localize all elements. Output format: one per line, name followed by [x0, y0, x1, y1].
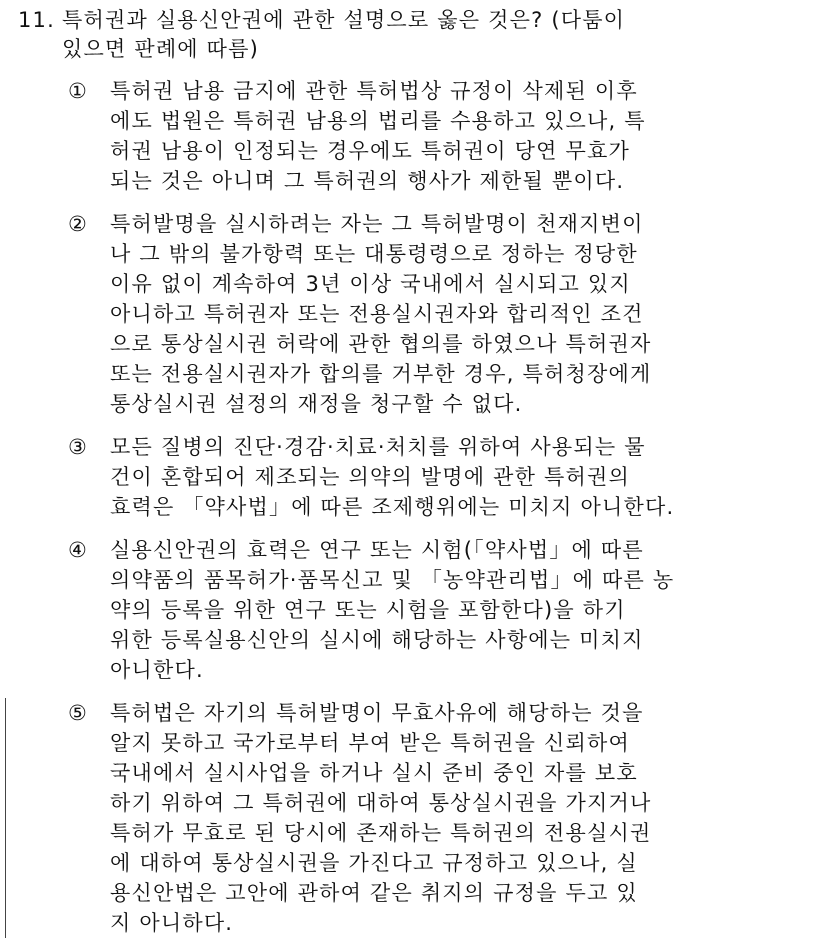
option-line: 위한 등록실용신안의 실시에 해당하는 사항에는 미치지 — [110, 628, 644, 652]
answer-option-1[interactable] — [68, 76, 818, 196]
option-line: 특허가 무효로 된 당시에 존재하는 특허권의 전용실시권 — [110, 821, 652, 845]
option-text — [110, 535, 750, 685]
answer-option-5[interactable] — [68, 698, 818, 938]
option-line: 하기 위하여 그 특허권에 대하여 통상실시권을 가지거나 — [110, 791, 652, 815]
option-line: 실용신안권의 효력은 연구 또는 시험(「약사법」에 따른 — [110, 538, 644, 562]
question-number: 11. — [18, 8, 55, 32]
option-text — [110, 698, 750, 938]
option-line: 효력은 「약사법」에 따른 조제행위에는 미치지 아니한다. — [110, 495, 675, 519]
option-line: 이유 없이 계속하여 3년 이상 국내에서 실시되고 있지 — [110, 272, 631, 296]
option-line: 약의 등록을 위한 연구 또는 시험을 포함한다)을 하기 — [110, 598, 626, 622]
option-line: 통상실시권 설정의 재정을 청구할 수 없다. — [110, 392, 523, 416]
question-stem — [18, 6, 818, 64]
option-line: 국내에서 실시사업을 하거나 실시 준비 중인 자를 보호 — [110, 761, 638, 785]
question-line: 특허권과 실용신안권에 관한 설명으로 옳은 것은? (다툼이 — [62, 8, 626, 32]
option-line: 특허법은 자기의 특허발명이 무효사유에 해당하는 것을 — [110, 701, 644, 725]
option-line: 에도 법원은 특허권 남용의 법리를 수용하고 있으나, 특 — [110, 109, 646, 133]
answer-option-2[interactable] — [68, 209, 818, 419]
option-line: 으로 통상실시권 허락에 관한 협의를 하였으나 특허권자 — [110, 332, 652, 356]
exam-question — [18, 6, 818, 938]
option-line: 특허발명을 실시하려는 자는 그 특허발명이 천재지변이 — [110, 212, 644, 236]
question-text — [62, 6, 818, 64]
option-line: 특허권 남용 금지에 관한 특허법상 규정이 삭제된 이후 — [110, 79, 638, 103]
option-line: 의약품의 품목허가·품목신고 및 「농약관리법」에 따른 농 — [110, 568, 675, 592]
option-line: 에 대하여 통상실시권을 가진다고 규정하고 있으나, 실 — [110, 851, 638, 875]
option-line: 아니하고 특허권자 또는 전용실시권자와 합리적인 조건 — [110, 302, 644, 326]
option-text — [110, 76, 750, 196]
option-line: 나 그 밖의 불가항력 또는 대통령령으로 정하는 정당한 — [110, 242, 638, 266]
option-line: 또는 전용실시권자가 합의를 거부한 경우, 특허청장에게 — [110, 362, 652, 386]
option-marker: ③ — [68, 435, 89, 459]
option-marker: ⑤ — [68, 701, 89, 725]
option-line: 건이 혼합되어 제조되는 의약의 발명에 관한 특허권의 — [110, 465, 630, 489]
option-line: 지 아니하다. — [110, 911, 234, 935]
option-text — [110, 209, 750, 419]
option-line: 되는 것은 아니며 그 특허권의 행사가 제한될 뿐이다. — [110, 169, 625, 193]
answer-option-4[interactable] — [68, 535, 818, 685]
option-marker: ② — [68, 212, 89, 236]
margin-rule — [5, 698, 6, 938]
option-line: 모든 질병의 진단·경감·치료·처치를 위하여 사용되는 물 — [110, 435, 646, 459]
option-text — [110, 432, 750, 522]
question-line: 있으면 판례에 따름) — [62, 37, 260, 61]
option-line: 허권 남용이 인정되는 경우에도 특허권이 당연 무효가 — [110, 139, 630, 163]
option-marker: ④ — [68, 538, 89, 562]
option-line: 알지 못하고 국가로부터 부여 받은 특허권을 신뢰하여 — [110, 731, 630, 755]
answer-option-3[interactable] — [68, 432, 818, 522]
option-line: 용신안법은 고안에 관하여 같은 취지의 규정을 두고 있 — [110, 881, 638, 905]
option-line: 아니한다. — [110, 658, 204, 682]
option-marker: ① — [68, 79, 89, 103]
